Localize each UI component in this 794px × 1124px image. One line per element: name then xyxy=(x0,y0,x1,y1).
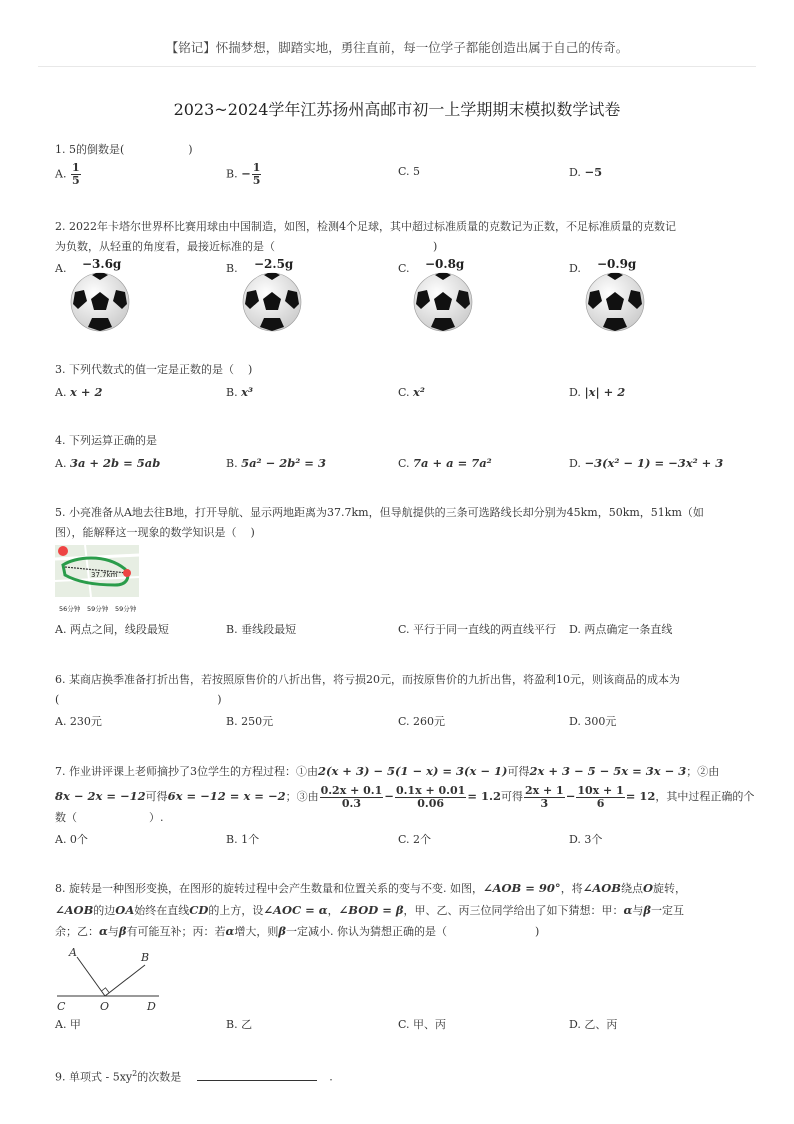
q2-option-d: D. xyxy=(569,262,581,275)
q6-line2: ( ) xyxy=(55,693,222,706)
point-c-label: C xyxy=(57,1000,66,1013)
weight-label-d: −0.9g xyxy=(597,257,637,271)
q6-option-a: A. 230元 xyxy=(55,715,102,728)
q1-stem: 1. 5的倒数是( ) xyxy=(55,143,193,156)
q5-option-d: D. 两点确定一条直线 xyxy=(569,623,673,636)
weight-label-c: −0.8g xyxy=(425,257,465,271)
q8-line1: 8. 旋转是一种图形变换，在图形的旋转过程中会产生数量和位置关系的变与不变. 如图，∠AOB = 90°，将∠AOB绕点O旋转， xyxy=(55,881,687,895)
q1-option-c: C. 5 xyxy=(398,165,421,178)
q2-option-b: B. xyxy=(226,262,238,275)
q6-option-c: C. 260元 xyxy=(398,715,446,728)
q7-option-c: C. 2个 xyxy=(398,833,432,846)
q4-option-b: B. 5a² − 2b² = 3 xyxy=(226,456,326,470)
q1-option-a: A. $\frac{1}{5}$ xyxy=(55,161,80,187)
q7-option-b: B. 1个 xyxy=(226,833,260,846)
q3-option-c: C. x² xyxy=(398,385,425,399)
divider xyxy=(38,66,756,67)
q7-line1: 7. 作业讲评课上老师摘抄了3位学生的方程过程：①由2(x + 3) − 5(1 − x) = 3(x − 1)可得2x + 3 − 5 − 5x = 3x − 3；②由 xyxy=(55,764,720,778)
q3-option-b: B. x³ xyxy=(226,385,253,399)
q3-option-d: D. |x| + 2 xyxy=(569,385,626,399)
q7-option-a: A. 0个 xyxy=(55,833,88,846)
q4-option-c: C. 7a + a = 7a² xyxy=(398,456,492,470)
q7-line2: 8x − 2x = −12可得6x = −12 = x = −2；③由 $\frac{0.2x + 0.1}{0.3}$ − $\frac{0.1x + 0.01}{0.06}$ = 1.2可得 $\frac{2x + 1}{3}$ − $\frac{10x + 1}{6}$ = 12，其中过程正确的个 xyxy=(55,783,755,810)
q5-option-b: B. 垂线段最短 xyxy=(226,623,297,636)
q2-line2: 为负数，从轻重的角度看，最接近标准的是（ ) xyxy=(55,240,438,253)
q2-option-c: C. xyxy=(398,262,410,275)
navigation-map xyxy=(55,545,139,621)
q8-option-c: C. 甲、丙 xyxy=(398,1018,447,1031)
q1-option-b: B. − $\frac{1}{5}$ xyxy=(226,161,261,187)
route-time-3: 59分钟 xyxy=(115,605,137,613)
route-time-2: 59分钟 xyxy=(87,605,109,613)
q3-stem: 3. 下列代数式的值一定是正数的是（ ) xyxy=(55,363,253,376)
q8-option-a: A. 甲 xyxy=(55,1018,81,1031)
q4-stem: 4. 下列运算正确的是 xyxy=(55,434,157,447)
point-d-label: D xyxy=(147,1000,156,1013)
ray-ob xyxy=(105,965,145,996)
q4-option-d: D. −3(x² − 1) = −3x² + 3 xyxy=(569,456,724,470)
q5-line1: 5. 小亮准备从A地去往B地，打开导航、显示两地距离为37.7km，但导航提供的三条可选路线长却分别为45km，50km，51km（如 xyxy=(55,506,704,519)
q6-option-d: D. 300元 xyxy=(569,715,617,728)
point-b-label: B xyxy=(141,951,150,964)
route-time-1: 56分钟 xyxy=(59,605,81,613)
q3-option-a: A. x + 2 xyxy=(55,385,103,399)
soccer-ball-icon xyxy=(585,272,645,332)
map-distance-label: 37.7km xyxy=(91,571,118,579)
q5-option-c: C. 平行于同一直线的两直线平行 xyxy=(398,623,557,636)
q8-option-d: D. 乙、丙 xyxy=(569,1018,618,1031)
soccer-ball-icon xyxy=(70,272,130,332)
weight-label-b: −2.5g xyxy=(254,257,294,271)
point-a-label: A xyxy=(69,946,77,959)
q8-line3: 余；乙：α与β有可能互补；丙：若α增大，则β一定减小. 你认为猜想正确的是（ ) xyxy=(55,924,540,938)
answer-blank[interactable] xyxy=(197,1069,317,1081)
q8-option-b: B. 乙 xyxy=(226,1018,253,1031)
q6-option-b: B. 250元 xyxy=(226,715,274,728)
weight-label-a: −3.6g xyxy=(82,257,122,271)
angle-diagram xyxy=(55,943,165,1013)
q9-stem: 9. 单项式 - $5xy^2$的次数是 . xyxy=(55,1069,333,1084)
q2-option-a: A. xyxy=(55,262,67,275)
q5-line2: 图），能解释这一现象的数学知识是（ ) xyxy=(55,526,255,539)
soccer-ball-icon xyxy=(242,272,302,332)
q2-line1: 2. 2022年卡塔尔世界杯比赛用球由中国制造，如图，检测4个足球，其中超过标准质量的克数记为正数，不足标准质量的克数记 xyxy=(55,220,676,233)
q7-line3: 数（ ）. xyxy=(55,811,164,824)
q4-option-a: A. 3a + 2b = 5ab xyxy=(55,456,161,470)
q6-line1: 6. 某商店换季准备打折出售，若按照原售价的八折出售，将亏损20元，而按原售价的九折出售，将盈利10元，则该商品的成本为 xyxy=(55,673,680,686)
q7-option-d: D. 3个 xyxy=(569,833,603,846)
ray-oa xyxy=(77,957,105,996)
q5-option-a: A. 两点之间，线段最短 xyxy=(55,623,169,636)
page-title: 2023~2024学年江苏扬州高邮市初一上学期期末模拟数学试卷 xyxy=(173,100,621,119)
q1-option-d: D. −5 xyxy=(569,165,603,179)
soccer-ball-icon xyxy=(413,272,473,332)
point-o-label: O xyxy=(100,1000,110,1013)
q8-line2: ∠AOB的边OA始终在直线CD的上方，设∠AOC = α，∠BOD = β，甲、乙、丙三位同学给出了如下猜想：甲：α与β一定互 xyxy=(55,903,684,917)
motto: 【铭记】怀揣梦想，脚踏实地，勇往直前，每一位学子都能创造出属于自己的传奇。 xyxy=(165,40,629,55)
